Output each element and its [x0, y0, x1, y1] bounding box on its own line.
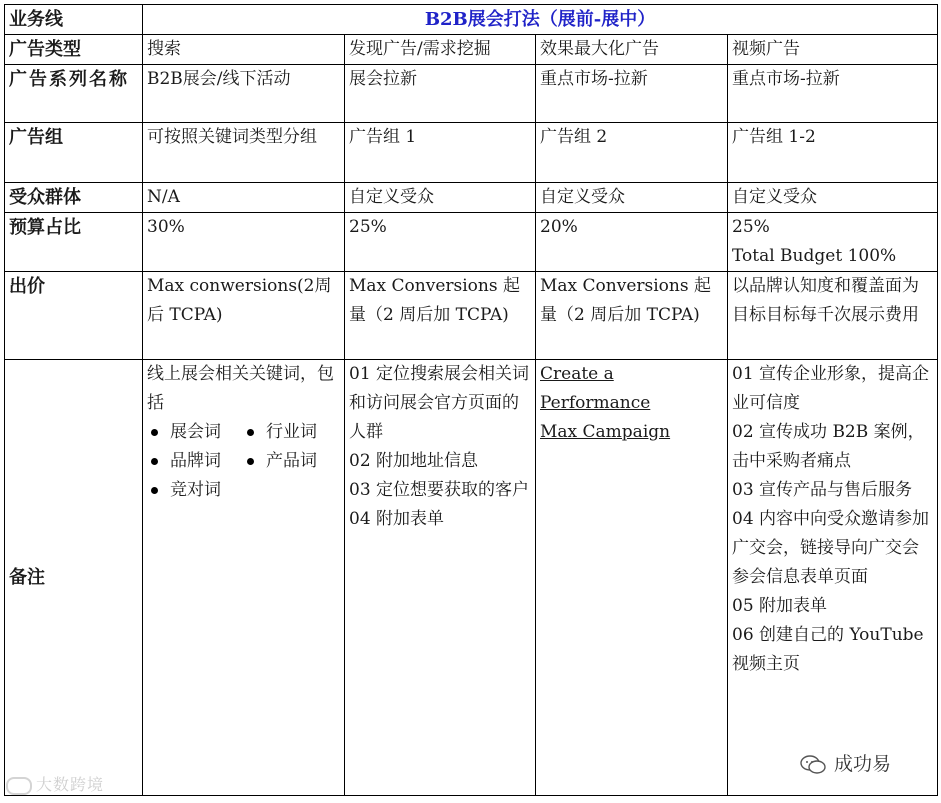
- ad-type-video: 视频广告: [728, 35, 938, 65]
- list-item: 01 宣传企业形象，提高企业可信度: [732, 364, 930, 413]
- bullet-icon: [247, 458, 254, 465]
- create-pmax-link[interactable]: Performance: [540, 393, 651, 413]
- audience-discovery: 自定义受众: [345, 183, 536, 213]
- bid-search: Max conwersions(2周后 TCPA): [143, 272, 345, 360]
- bid-pmax: Max Conversions 起量（2 周后加 TCPA): [536, 272, 728, 360]
- bid-discovery: Max Conversions 起量（2 周后加 TCPA): [345, 272, 536, 360]
- remarks-search: [143, 360, 345, 796]
- create-pmax-link[interactable]: Create a: [540, 364, 614, 384]
- ad-type-discovery: 发现广告/需求挖掘: [345, 35, 536, 65]
- audience-label: 受众群体: [5, 183, 143, 213]
- list-item: 04 内容中向受众邀请参加广交会，链接导向广交会参会信息表单页面: [732, 509, 930, 587]
- campaign-name-label: 广告系列名称: [5, 65, 143, 123]
- ad-group-pmax: 广告组 2: [536, 123, 728, 183]
- campaign-name-pmax: 重点市场-拉新: [536, 65, 728, 123]
- ad-type-row: [5, 35, 938, 65]
- list-item: 02 宣传成功 B2B 案例，击中采购者痛点: [732, 422, 925, 471]
- campaign-name-row: [5, 65, 938, 123]
- table-title: B2B展会打法（展前-展中）: [143, 5, 938, 35]
- list-item: 01 定位搜索展会相关词和访问展会官方页面的人群: [349, 364, 530, 442]
- bullet-icon: [151, 429, 158, 436]
- remarks-search-intro: 线上展会相关关键词，包括: [147, 364, 334, 413]
- list-item: 06 创建自己的 YouTube 视频主页: [732, 625, 924, 674]
- list-item: 03 定位想要获取的客户: [349, 480, 530, 500]
- remarks-label: 备注: [5, 360, 143, 796]
- audience-video: 自定义受众: [728, 183, 938, 213]
- list-item: 产品词: [247, 447, 339, 476]
- create-pmax-link[interactable]: Max Campaign: [540, 422, 671, 442]
- ad-group-label: 广告组: [5, 123, 143, 183]
- business-line-row: [5, 5, 938, 35]
- list-item: 02 附加地址信息: [349, 451, 479, 471]
- audience-pmax: 自定义受众: [536, 183, 728, 213]
- bid-label: 出价: [5, 272, 143, 360]
- budget-pmax: 20%: [536, 213, 728, 272]
- budget-search: 30%: [143, 213, 345, 272]
- budget-row: [5, 213, 938, 272]
- bullet-icon: [151, 458, 158, 465]
- budget-video: [728, 213, 938, 272]
- budget-total: Total Budget 100%: [732, 246, 897, 266]
- audience-search: N/A: [143, 183, 345, 213]
- bid-row: [5, 272, 938, 360]
- budget-discovery: 25%: [345, 213, 536, 272]
- bullet-icon: [247, 429, 254, 436]
- budget-video-value: 25%: [732, 217, 770, 237]
- list-item: 竞对词: [151, 476, 243, 505]
- list-item: 05 附加表单: [732, 596, 828, 616]
- remarks-video: [728, 360, 938, 796]
- audience-row: [5, 183, 938, 213]
- ad-group-row: [5, 123, 938, 183]
- watermark-left: 大数跨境: [6, 772, 104, 795]
- campaign-name-discovery: 展会拉新: [345, 65, 536, 123]
- ad-group-search: 可按照关键词类型分组: [143, 123, 345, 183]
- remarks-pmax: [536, 360, 728, 796]
- bid-video: 以品牌认知度和覆盖面为目标目标每千次展示费用: [728, 272, 938, 360]
- campaign-name-search: B2B展会/线下活动: [143, 65, 345, 123]
- ad-strategy-table: [4, 4, 938, 796]
- watermark-right: 成功易: [800, 749, 891, 776]
- ad-type-label: 广告类型: [5, 35, 143, 65]
- ad-type-pmax: 效果最大化广告: [536, 35, 728, 65]
- logo-icon: [6, 777, 32, 795]
- ad-group-discovery: 广告组 1: [345, 123, 536, 183]
- ad-group-video: 广告组 1-2: [728, 123, 938, 183]
- list-item: 品牌词: [151, 447, 243, 476]
- bullet-icon: [151, 487, 158, 494]
- keyword-list: [147, 418, 340, 505]
- ad-type-search: 搜索: [143, 35, 345, 65]
- remarks-row: [5, 360, 938, 796]
- list-item: 行业词: [247, 418, 339, 447]
- list-item: 03 宣传产品与售后服务: [732, 480, 913, 500]
- wechat-icon: [800, 755, 826, 775]
- list-item: 04 附加表单: [349, 509, 445, 529]
- business-line-label: 业务线: [5, 5, 143, 35]
- budget-label: 预算占比: [5, 213, 143, 272]
- campaign-name-video: 重点市场-拉新: [728, 65, 938, 123]
- list-item: 展会词: [151, 418, 243, 447]
- remarks-discovery: [345, 360, 536, 796]
